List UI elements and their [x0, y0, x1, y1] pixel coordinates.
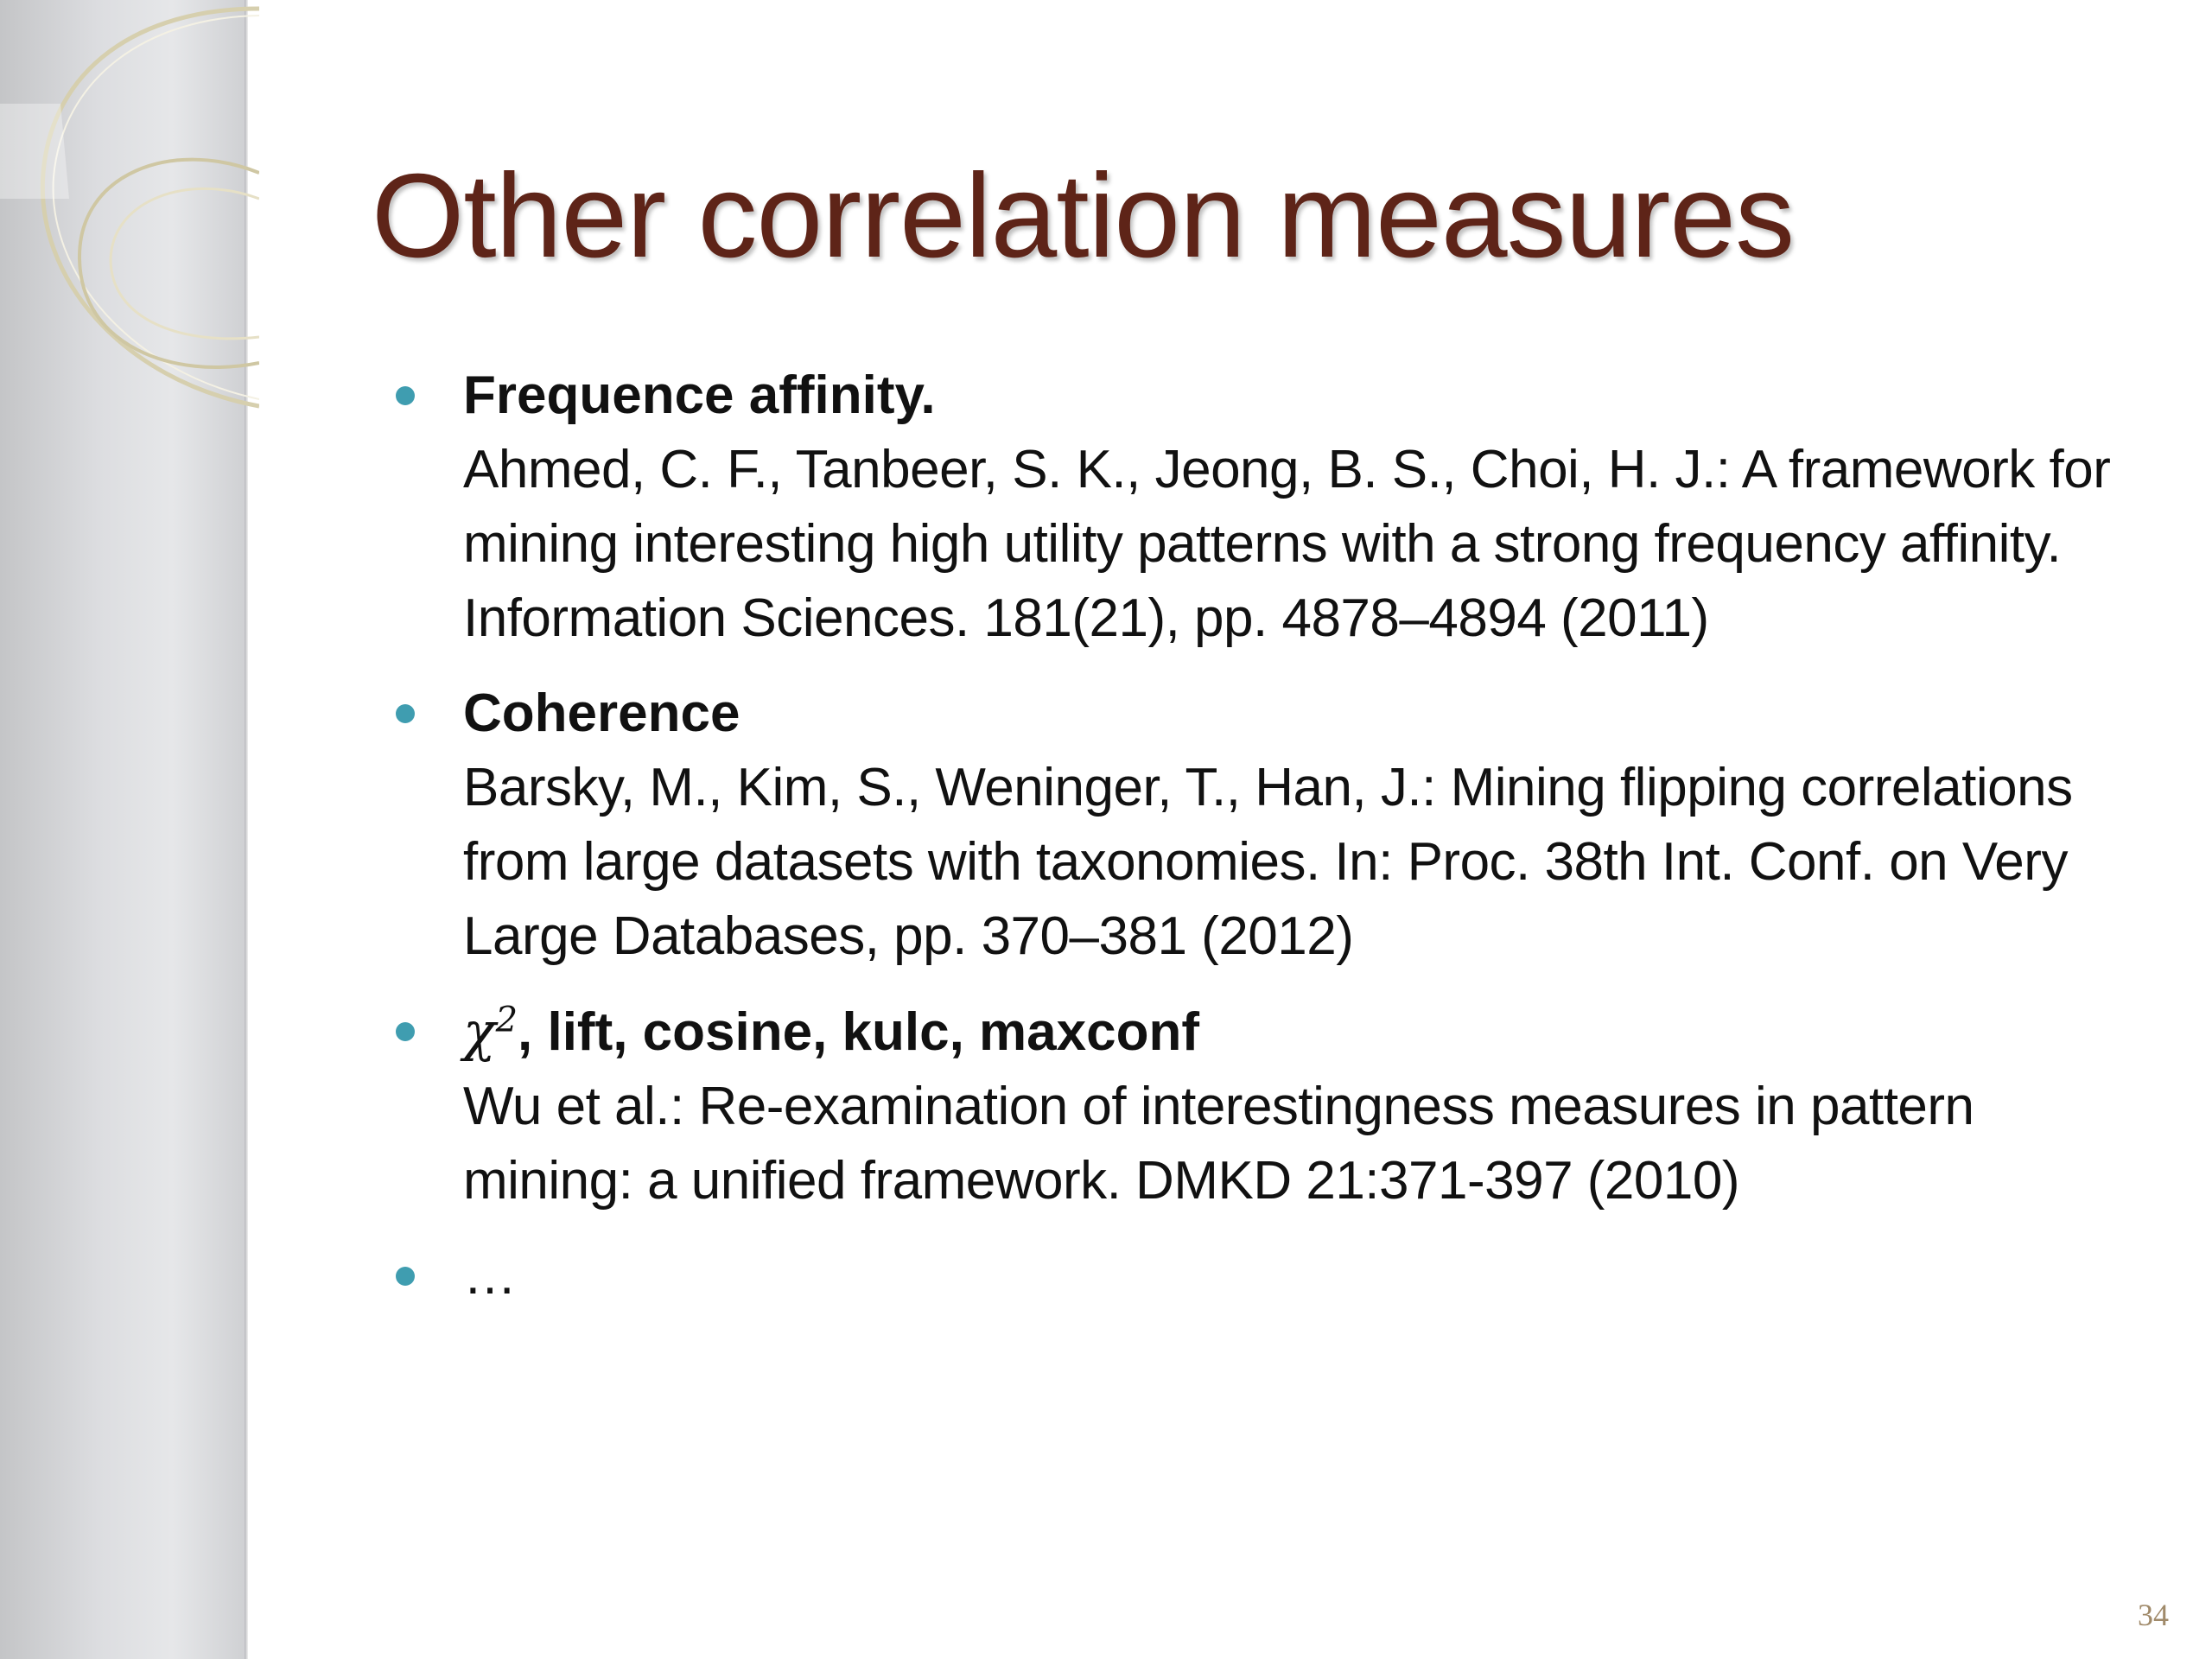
bullet-dot-icon [396, 704, 415, 723]
bullet-dot-icon [396, 1267, 415, 1286]
bullet-dot-icon [396, 1022, 415, 1041]
bullet-item-frequence-affinity [389, 359, 2117, 656]
bullet-reference: Barsky, M., Kim, S., Weninger, T., Han, J.: Mining flipping correlations from large datasets with taxonomies. In: Proc. 38th Int. Conf. on Very Large Databases, pp. 370–381 (2012) [463, 758, 2073, 966]
bullet-item-ellipsis [389, 1239, 2117, 1313]
bullet-term-group [463, 995, 2117, 1070]
bullet-term: Coherence [463, 683, 741, 743]
bullet-term: , lift, cosine, kulc, maxconf [518, 1002, 1200, 1062]
bullet-dot-icon [396, 386, 415, 405]
chi-letter: χ [463, 1000, 496, 1063]
rings-decoration [0, 0, 259, 449]
bullet-item-chi-square-lift [389, 995, 2117, 1218]
bullet-ellipsis: … [463, 1246, 517, 1306]
bullet-list [389, 359, 2117, 1334]
chi-symbol [463, 1000, 518, 1063]
bullet-reference: Ahmed, C. F., Tanbeer, S. K., Jeong, B. S., Choi, H. J.: A framework for mining interesting high utility patterns with a strong frequency affinity. Information Sciences. 181(21), pp. 4878–4894 (2011) [463, 440, 2111, 648]
slide-title: Other correlation measures [372, 149, 1795, 283]
bullet-item-coherence [389, 677, 2117, 974]
bullet-term: Frequence affinity. [463, 365, 936, 425]
chi-exponent: 2 [495, 1000, 518, 1040]
bullet-reference: Wu et al.: Re-examination of interestingness measures in pattern mining: a unified framework. DMKD 21:371-397 (2010) [463, 1077, 1974, 1211]
page-number: 34 [2138, 1598, 2169, 1632]
